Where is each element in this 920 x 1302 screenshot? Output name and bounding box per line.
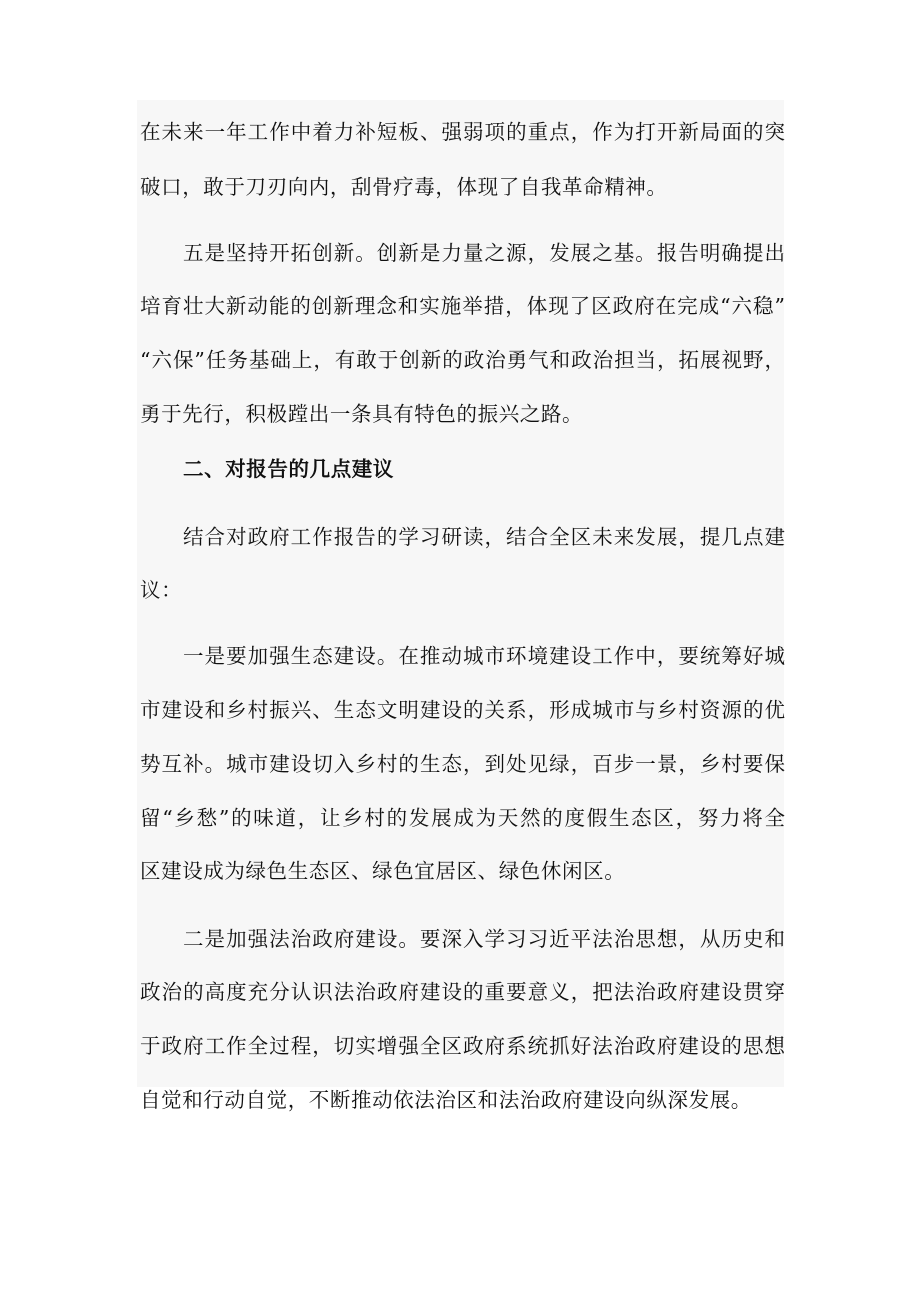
paragraph-line: 市建设和乡村振兴、生态文明建设的关系，形成城市与乡村资源的优 — [140, 698, 785, 722]
paragraph-line: 勇于先行，积极蹚出一条具有特色的振兴之路。 — [140, 402, 584, 426]
paragraph-line: 政治的高度充分认识法治政府建设的重要意义，把法治政府建设贯穿 — [140, 980, 785, 1004]
section-heading: 二、对报告的几点建议 — [183, 457, 394, 481]
paragraph-line: 在未来一年工作中着力补短板、强弱项的重点，作为打开新局面的突 — [140, 120, 785, 144]
paragraph-line: 二是加强法治政府建设。要深入学习习近平法治思想，从历史和 — [183, 927, 785, 951]
paragraph-line: 留“乡愁”的味道，让乡村的发展成为天然的度假生态区，努力将全 — [140, 806, 785, 830]
paragraph-line: 议： — [140, 578, 183, 602]
paragraph-line: 自觉和行动自觉，不断推动依法治区和法治政府建设向纵深发展。 — [140, 1088, 752, 1112]
paragraph-line: “六保”任务基础上，有敢于创新的政治勇气和政治担当，拓展视野， — [140, 348, 785, 372]
paragraph-line: 五是坚持开拓创新。创新是力量之源，发展之基。报告明确提出 — [183, 241, 785, 265]
paragraph-line: 于政府工作全过程，切实增强全区政府系统抓好法治政府建设的思想 — [140, 1034, 785, 1058]
paragraph-line: 结合对政府工作报告的学习研读，结合全区未来发展，提几点建 — [183, 525, 785, 549]
paragraph-line: 一是要加强生态建设。在推动城市环境建设工作中，要统筹好城 — [183, 644, 785, 668]
paragraph-line: 培育壮大新动能的创新理念和实施举措，体现了区政府在完成“六稳” — [140, 294, 785, 318]
paragraph-line: 破口，敢于刀刃向内，刮骨疗毒，体现了自我革命精神。 — [140, 175, 668, 199]
paragraph-line: 势互补。城市建设切入乡村的生态，到处见绿，百步一景，乡村要保 — [140, 752, 785, 776]
paragraph-line: 区建设成为绿色生态区、绿色宜居区、绿色休闲区。 — [140, 859, 626, 883]
